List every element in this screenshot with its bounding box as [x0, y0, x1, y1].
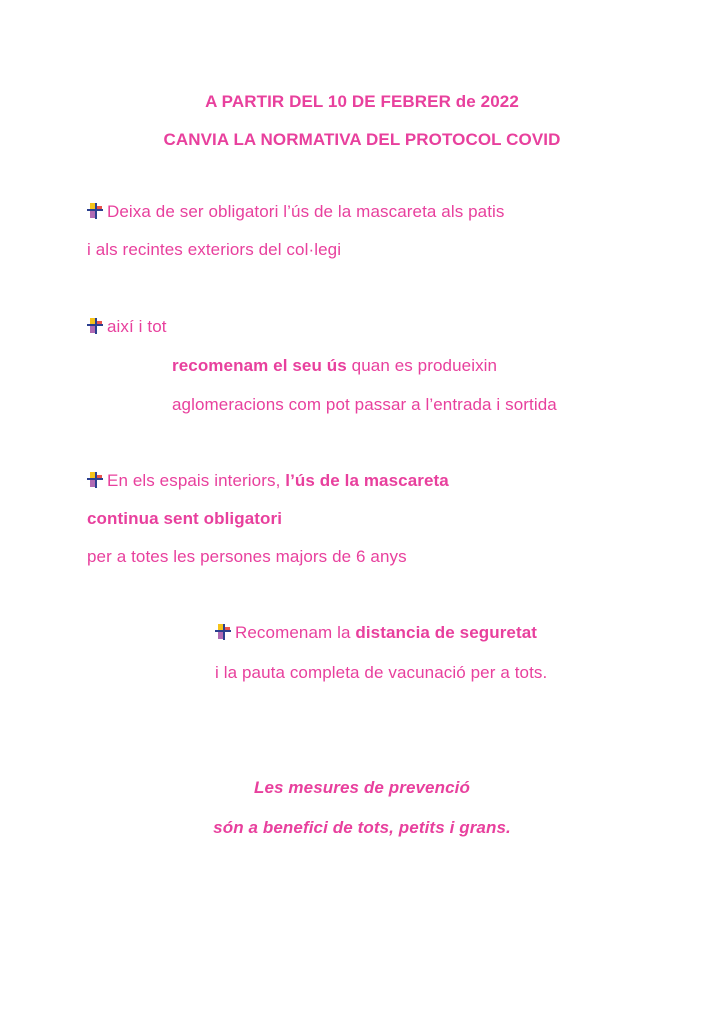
item-outdoor: [87, 201, 505, 223]
item-indoor-bold2: continua sent obligatori: [87, 509, 283, 528]
item-distance-prefix: Recomenam la: [235, 623, 356, 642]
item-recommend-line2: [172, 355, 497, 377]
item-indoor: [87, 470, 449, 492]
item-indoor-prefix: En els espais interiors,: [107, 471, 286, 490]
bullet-icon: [87, 203, 103, 219]
bullet-icon: [215, 624, 231, 640]
item-recommend-line3: aglomeracions com pot passar a l’entrada i sortida: [172, 395, 557, 414]
item-recommend-bold: recomenam el seu ús: [172, 356, 347, 375]
item-distance-bold: distancia de seguretat: [355, 623, 538, 642]
item-outdoor-line2: i als recintes exteriors del col·legi: [87, 240, 342, 259]
item-recommend-intro: així i tot: [107, 317, 167, 336]
item-outdoor-line1: Deixa de ser obligatori l’ús de la mascareta als patis: [107, 202, 505, 221]
item-indoor-bold1: l’ús de la mascareta: [285, 471, 449, 490]
footer-line2: són a benefici de tots, petits i grans.: [213, 818, 511, 837]
item-distance-line2: i la pauta completa de vacunació per a tots.: [215, 663, 548, 682]
item-distance: [215, 622, 537, 644]
item-recommend-rest: quan es produeixin: [346, 356, 498, 375]
item-recommend: [87, 316, 167, 338]
heading-title: CANVIA LA NORMATIVA DEL PROTOCOL COVID: [163, 130, 561, 149]
item-indoor-line3: per a totes les persones majors de 6 anys: [87, 547, 407, 566]
bullet-icon: [87, 472, 103, 488]
bullet-icon: [87, 318, 103, 334]
footer-line1: Les mesures de prevenció: [254, 778, 470, 797]
heading-date: A PARTIR DEL 10 DE FEBRER de 2022: [205, 92, 519, 111]
